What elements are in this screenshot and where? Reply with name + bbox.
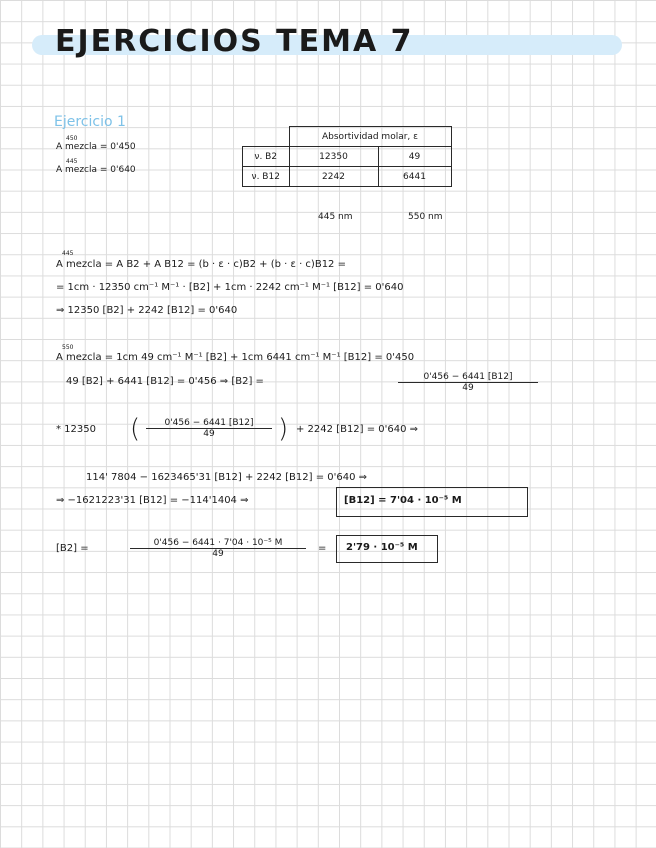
page-title: EJERCICIOS TEMA 7 xyxy=(55,24,414,59)
result-b2: 2'79 · 10⁻⁵ M xyxy=(346,542,418,553)
line-b-superscript: 550 xyxy=(62,344,74,351)
equation-line: = 1cm · 12350 cm⁻¹ M⁻¹ · [B2] + 1cm · 2242 cm⁻¹ M⁻¹ [B12] = 0'640 xyxy=(56,282,404,293)
equation-line: + 2242 [B12] = 0'640 ⇒ xyxy=(296,424,419,435)
equation-line: ⇒ −1621223'31 [B12] = −114'1404 ⇒ xyxy=(56,495,249,506)
given-2: A mezcla = 0'640 xyxy=(56,165,136,175)
fraction xyxy=(130,538,306,559)
wavelength-1: 445 nm xyxy=(318,212,353,222)
exercise-label: Ejercicio 1 xyxy=(54,114,126,130)
absorptivity-table xyxy=(242,126,452,187)
wavelength-2: 550 nm xyxy=(408,212,443,222)
table-header: Absortividad molar, ε xyxy=(289,127,451,147)
result-b12: [B12] = 7'04 · 10⁻⁵ M xyxy=(344,495,462,506)
fraction-numerator: 0'456 − 6441 [B12] xyxy=(164,418,254,428)
given-1: A mezcla = 0'450 xyxy=(56,142,136,152)
table-row-label: ν. B12 xyxy=(243,167,290,187)
table-row-label: ν. B2 xyxy=(243,147,290,167)
equation-line: ⇒ 12350 [B2] + 2242 [B12] = 0'640 xyxy=(56,305,238,316)
table-cell: 2242 xyxy=(289,167,378,187)
equation-line: A mezcla = 1cm 49 cm⁻¹ M⁻¹ [B2] + 1cm 6441 cm⁻¹ M⁻¹ [B12] = 0'450 xyxy=(56,352,415,363)
close-paren: ) xyxy=(278,414,289,444)
fraction xyxy=(146,418,272,439)
fraction-numerator: 0'456 − 6441 [B12] xyxy=(423,372,513,382)
line-a-superscript: 445 xyxy=(62,250,74,257)
equation-line: [B2] = xyxy=(56,543,89,554)
fraction-denominator: 49 xyxy=(146,428,272,439)
fraction-numerator: 0'456 − 6441 · 7'04 · 10⁻⁵ M xyxy=(153,538,283,548)
table-cell: 12350 xyxy=(289,147,378,167)
table-cell: 6441 xyxy=(378,167,451,187)
fraction-denominator: 49 xyxy=(398,382,538,393)
equation-line: A mezcla = A B2 + A B12 = (b · ε · c)B2 + (b · ε · c)B12 = xyxy=(56,259,346,270)
equation-line: * 12350 xyxy=(56,424,96,435)
open-paren: ( xyxy=(130,414,141,444)
fraction xyxy=(398,372,538,393)
table-cell: 49 xyxy=(378,147,451,167)
given-2-superscript: 445 xyxy=(66,158,78,165)
equals-sign: = xyxy=(318,543,327,554)
fraction-denominator: 49 xyxy=(130,548,306,559)
equation-line: 49 [B2] + 6441 [B12] = 0'456 ⇒ [B2] = xyxy=(66,376,264,387)
equation-line: 114' 7804 − 1623465'31 [B12] + 2242 [B12] = 0'640 ⇒ xyxy=(86,472,368,483)
given-1-superscript: 450 xyxy=(66,135,78,142)
